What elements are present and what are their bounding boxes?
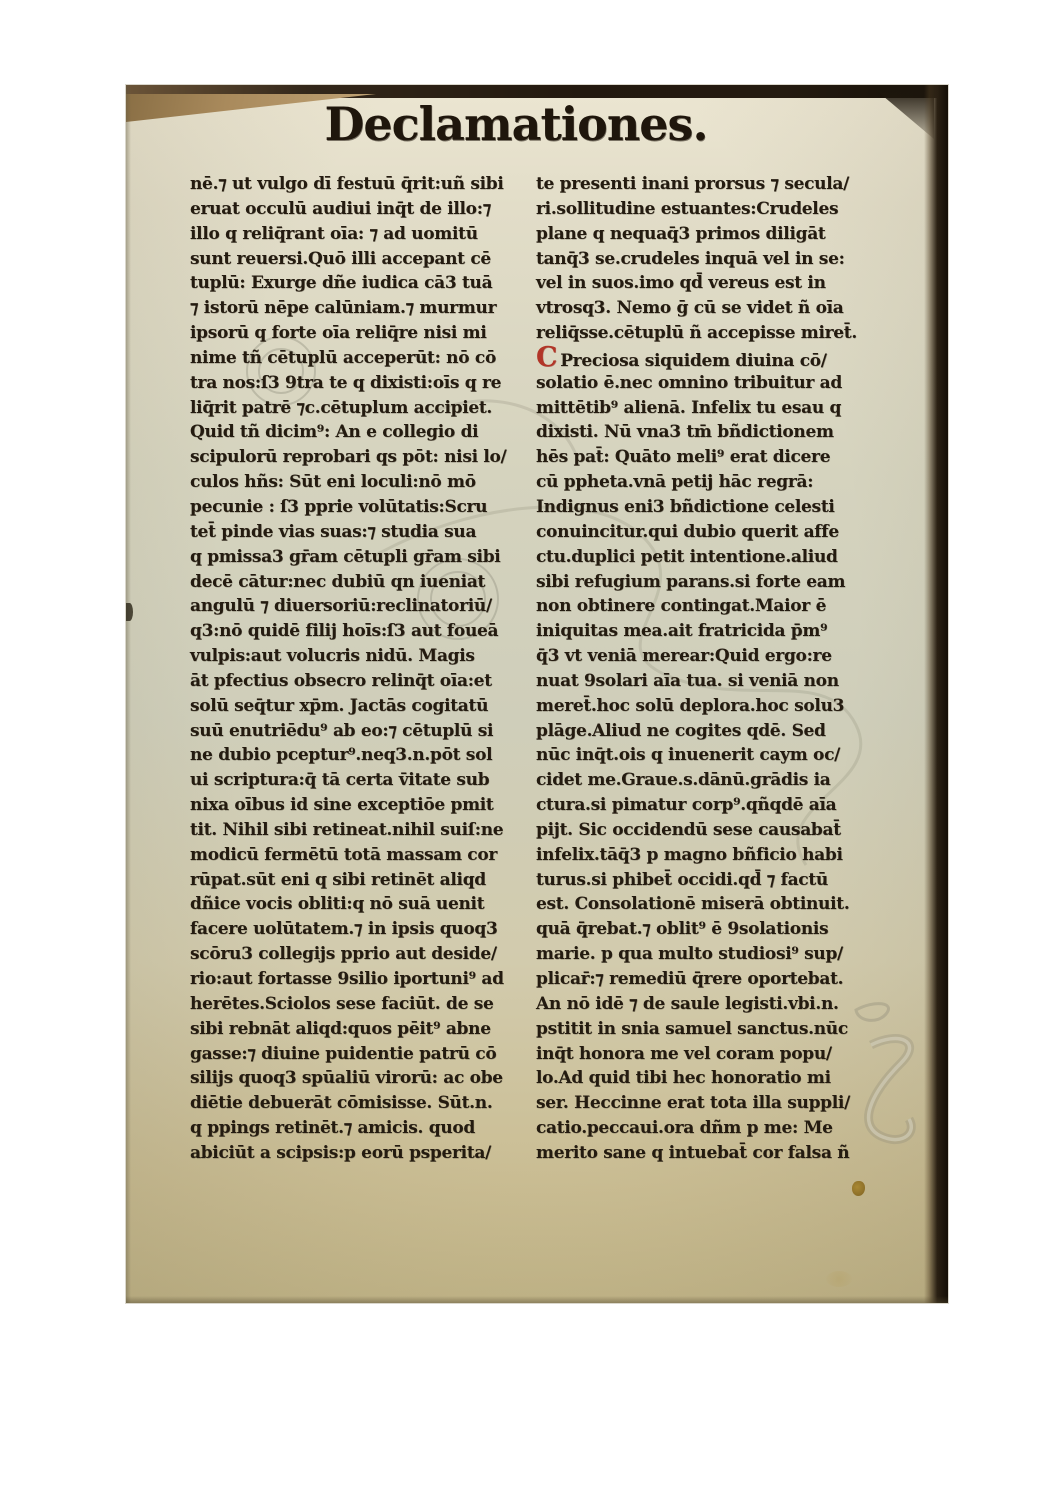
text-line: ctura.si pimatur corp⁹.qñqdē aīa <box>536 795 837 816</box>
text-line: tra nos:ſ3 9tra te q dixisti:oīs q re <box>190 372 502 393</box>
text-line: tit. Nihil sibi retineat.nihil suiſ:ne <box>190 819 504 840</box>
text-line: ser. Heccinne erat tota illa suppli/ <box>536 1093 850 1114</box>
text-line: reliq̄sse.cētuplū ñ accepisse miret̄. <box>536 323 857 344</box>
text-line: angulū ⁊ diuersoriū:reclinatoriū/ <box>190 596 492 617</box>
text-line: te presenti inani prorsus ⁊ secula/ <box>536 174 849 194</box>
text-line: pecunie : ſ3 pprie volūtatis:Scru <box>190 496 488 517</box>
book-page-photo <box>126 85 948 1303</box>
text-line: decē cātur:nec dubiū qn iueniat <box>190 571 486 592</box>
text-line: abiciūt a scipsis:p eorū psperita/ <box>190 1142 492 1163</box>
text-line: sibi refugium parans.si forte eam <box>536 571 846 592</box>
text-line: Quid tñ dicim⁹: An e collegio di <box>190 422 479 443</box>
text-line: culos hñs: Sūt eni loculi:nō mō <box>190 472 476 493</box>
text-line: dixisti. Nū vna3 tm̄ bñdictionem <box>536 422 834 443</box>
text-line: est. Consolationē miserā obtinuit. <box>536 894 850 915</box>
text-line: eruat occulū audiui inq̄t de illo:⁊ <box>190 198 491 219</box>
text-line: C Preciosa siquidem diuina cō/ <box>536 341 827 373</box>
text-line: Indignus eni3 bñdictione celesti <box>536 496 835 517</box>
text-line: hēs pat̄: Quāto meli⁹ erat dicere <box>536 447 831 468</box>
text-line: ui scriptura:q̄ tā certa v̄itate sub <box>190 770 490 791</box>
text-line: plāge.Aliud ne cogites qdē. Sed <box>536 720 826 741</box>
text-line: cū ppheta.vnā petij hāc regrā: <box>536 472 814 493</box>
text-line: rūpat.sūt eni q sibi retinēt aliqd <box>190 869 486 890</box>
text-line: vulpis:aut volucris nidū. Magis <box>190 646 475 667</box>
text-line: facere uolūtatem.⁊ in ipsis quoq3 <box>190 919 498 940</box>
text-line: nime tñ cētuplū acceperūt: nō cō <box>190 347 496 368</box>
text-line: rio:aut fortasse 9silio iportuni⁹ ad <box>190 969 504 989</box>
text-line: ri.sollitudine estuantes:Crudeles <box>536 198 839 219</box>
text-line: plicar̄:⁊ remediū q̄rere oportebat. <box>536 969 844 989</box>
text-line: meret̄.hoc solū deplora.hoc solu3 <box>536 695 845 716</box>
stain-faint <box>826 1271 852 1287</box>
text-line: ctu.duplici petit intentione.aliud <box>536 546 838 567</box>
text-line: modicū fermētū totā massam cor <box>190 844 498 865</box>
text-line: liq̄rit patrē ⁊c.cētuplum accipiet. <box>190 397 493 418</box>
text-line: inq̄t honora me vel coram popu/ <box>536 1043 832 1064</box>
text-line: catio.peccaui.ora dñm p me: Me <box>536 1118 833 1139</box>
text-line: dñice vocis obliti:q nō suā uenit <box>190 894 485 915</box>
text-line: gasse:⁊ diuine puidentie patrū cō <box>190 1043 497 1064</box>
text-line: nūc inq̄t.ois q inuenerit caym oc/ <box>536 745 841 766</box>
text-line: q ppings retinēt.⁊ amicis. quod <box>190 1118 476 1139</box>
text-line: ipsorū q forte oīa reliq̄re nisi mi <box>190 323 487 344</box>
text-line: q̄3 vt veniā merear:Quid ergo:re <box>536 646 832 667</box>
text-line: illo q reliq̄rant oīa: ⁊ ad uomitū <box>190 223 478 244</box>
text-line: ⁊ istorū nēpe calūniam.⁊ murmur <box>190 298 497 319</box>
text-line: q3:nō quidē filij hoīs:ſ3 aut foueā <box>190 621 499 642</box>
text-line: An nō idē ⁊ de saule legisti.vbi.n. <box>536 993 839 1014</box>
red-lombard-initial: C <box>536 341 558 373</box>
text-line: nē.⁊ ut vulgo dī festuū q̄rit:uñ sibi <box>190 174 504 194</box>
text-line: tanq̄3 se.crudeles inquā vel in se: <box>536 248 845 269</box>
text-line: diētie debuerāt cōmisisse. Sūt.n. <box>190 1093 493 1114</box>
text-line: tuplū: Exurge dñe iudica cā3 tuā <box>190 273 493 294</box>
text-line: suū enutriēdu⁹ ab eo:⁊ cētuplū si <box>190 720 494 741</box>
text-line: q pmissa3 gr̄am cētupli gr̄am sibi <box>190 546 501 567</box>
text-line: sibi rebnāt aliqd:quos pēit⁹ abne <box>190 1018 491 1039</box>
text-line: tet̄ pinde vias suas:⁊ studia sua <box>190 521 477 542</box>
text-line: plane q nequaq̄3 primos diligāt <box>536 223 826 244</box>
page-edge-nick <box>126 603 133 621</box>
text-line: solū seq̄tur xp̄m. Jactās cogitatū <box>190 695 489 716</box>
stain-spot <box>852 1181 865 1196</box>
left-column <box>190 172 526 1166</box>
text-line: nixa oībus id sine exceptiōe pmit <box>190 795 494 816</box>
page-bottom-shadow <box>126 1296 948 1303</box>
text-line: pstitit in snia samuel sanctus.nūc <box>536 1018 848 1039</box>
text-line: herētes.Sciolos sese faciūt. de se <box>190 993 494 1014</box>
text-line: āt pfectius obsecro relinq̄t oīa:et <box>190 670 492 691</box>
text-line: vel in suos.imo qd̄ vereus est in <box>536 273 826 294</box>
text-line: cidet me.Graue.s.dānū.grādis ia <box>536 770 831 791</box>
text-line: silijs quoq3 spūaliū virorū: ac obe <box>190 1068 503 1089</box>
text-line: lo.Ad quid tibi hec honoratio mi <box>536 1068 831 1089</box>
text-line: pijt. Sic occidendū sese causabat̄ <box>536 819 841 840</box>
text-line: solatio ē.nec omnino tribuitur ad <box>536 372 842 393</box>
text-line: marie. p qua multo studiosi⁹ sup/ <box>536 944 843 965</box>
text-line: iniquitas mea.ait fratricida p̄m⁹ <box>536 621 828 642</box>
text-line: vtrosq3. Nemo ḡ cū se videt ñ oīa <box>536 298 844 319</box>
right-column <box>536 172 884 1166</box>
page-left-edge <box>126 85 131 1303</box>
text-line: mittētib⁹ alienā. Infelix tu esau q <box>536 397 842 418</box>
text-line: conuincitur.qui dubio querit affe <box>536 521 839 542</box>
binding-right-edge <box>924 85 948 1303</box>
text-line: scipulorū reprobari qs pōt: nisi lo/ <box>190 447 507 468</box>
text-line: sunt reuersi.Quō illi accepant cē <box>190 248 491 269</box>
page-title: Declamationes. <box>324 97 708 151</box>
text-line: infelix.tāq̄3 p magno bñficio habi <box>536 844 843 865</box>
text-line: quā q̄rebat.⁊ oblit⁹ ē 9solationis <box>536 919 829 940</box>
text-line: non obtinere contingat.Maior ē <box>536 596 827 617</box>
text-line: turus.si phibet̄ occidi.qd̄ ⁊ factū <box>536 869 828 890</box>
text-line: scōru3 collegijs pprio aut deside/ <box>190 944 497 965</box>
text-line: nuat 9solari aīa tua. si veniā non <box>536 670 839 691</box>
text-line: merito sane q intuebat̄ cor falsa ñ <box>536 1142 850 1163</box>
text-line: ne dubio pceptur⁹.neq3.n.pōt sol <box>190 745 493 766</box>
